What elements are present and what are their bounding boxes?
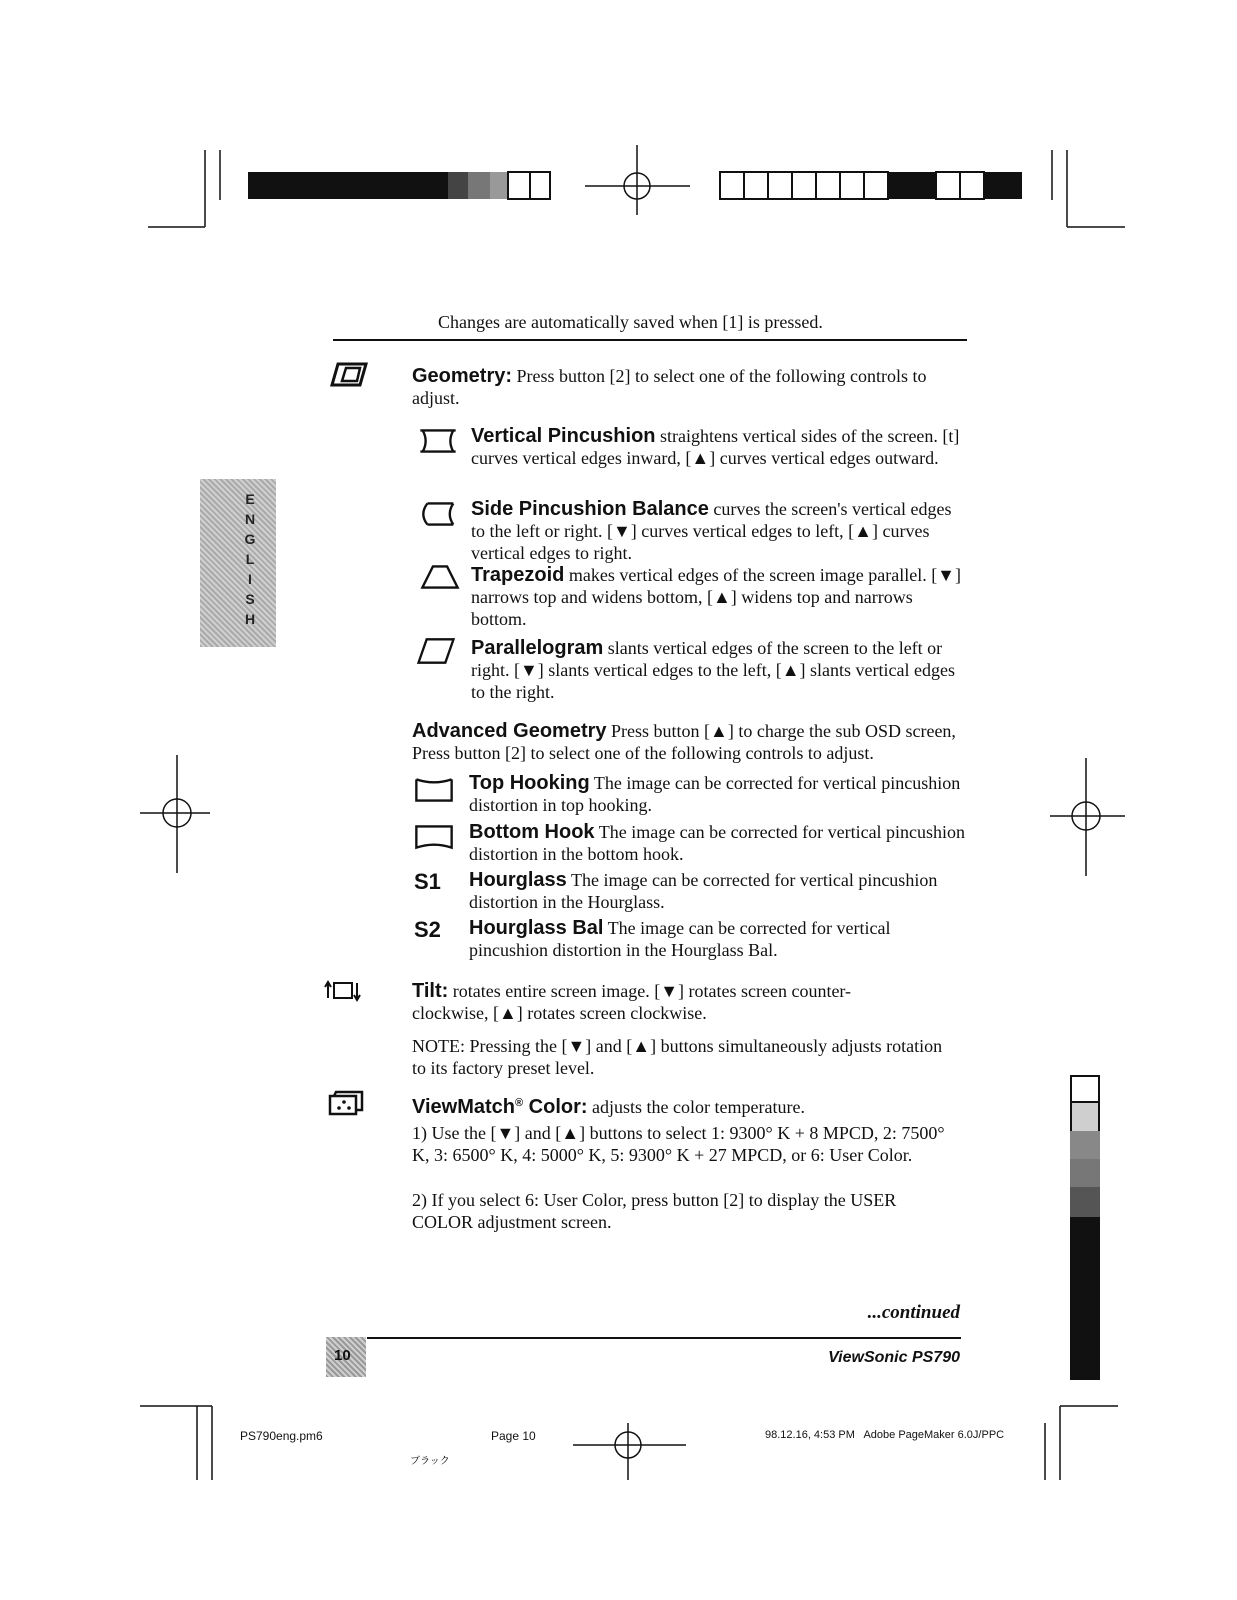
bottom-hook-icon — [414, 823, 454, 851]
viewmatch-description — [412, 1092, 952, 1118]
footer-rule — [367, 1337, 961, 1339]
tilt-text: rotates entire screen image. [▼] rotates screen counter-clockwise, [▲] rotates screen clockwise. — [412, 981, 852, 1023]
page-number-badge — [326, 1337, 366, 1377]
continued-label: ...continued — [867, 1302, 960, 1323]
advanced-item-top-hooking — [469, 772, 967, 816]
slug-filename: PS790eng.pm6 — [240, 1429, 323, 1443]
bottom-printer-marks — [0, 1395, 1237, 1495]
slug-kana: ブラック — [410, 1456, 450, 1467]
language-tab-letter: S — [245, 591, 255, 607]
advanced-item-hourglass-bal — [469, 917, 967, 961]
right-registration-mark — [1050, 758, 1125, 878]
item-term: Trapezoid — [471, 564, 565, 586]
item-term: Side Pincushion Balance — [471, 498, 709, 520]
advanced-geometry-text: Press button [▲] to charge the sub OSD screen, Press button [2] to select one of the following controls to adjust. — [412, 721, 956, 763]
geometry-text: Press button [2] to select one of the following controls to adjust. — [412, 366, 927, 408]
geometry-icon — [330, 362, 368, 388]
parallelogram-icon — [416, 637, 456, 665]
item-text: curves the screen's vertical edges to the left or right. [▼] curves vertical edges to left, [▲] curves vertical edges to right. — [471, 499, 952, 563]
language-tab-letter: E — [245, 491, 255, 507]
auto-save-note: Changes are automatically saved when [1] is pressed. — [438, 312, 823, 332]
item-text: makes vertical edges of the screen image parallel. [▼] narrows top and widens bottom, [▲] widens top and narrows bottom. — [471, 565, 961, 629]
advanced-item-hourglass — [469, 869, 967, 913]
language-tab-letter: H — [244, 611, 256, 627]
language-tab-letter: N — [244, 511, 256, 527]
slug-timestamp: 98.12.16, 4:53 PM Adobe PageMaker 6.0J/PPC — [765, 1429, 1005, 1441]
header-rule — [333, 339, 967, 341]
item-text: The image can be corrected for vertical pincushion distortion in the Hourglass Bal. — [469, 918, 891, 960]
language-tab — [200, 479, 276, 647]
vertical-pincushion-icon — [418, 427, 458, 455]
viewmatch-color-icon — [328, 1090, 364, 1116]
viewmatch-step-2: 2) If you select 6: User Color, press button [2] to display the USER COLOR adjustment screen. — [412, 1190, 897, 1232]
item-term: Hourglass — [469, 869, 567, 891]
geometry-item-vertical-pincushion — [471, 425, 967, 469]
trapezoid-icon — [420, 563, 460, 591]
item-text: straightens vertical sides of the screen. [t] curves vertical edges inward, [▲] curves vertical edges outward. — [471, 426, 960, 468]
item-text: slants vertical edges of the screen to the left or right. [▼] slants vertical edges to the left, [▲] slants vertical edges to the right. — [471, 638, 955, 702]
item-text: The image can be corrected for vertical pincushion distortion in the bottom hook. — [469, 822, 966, 864]
tilt-title: Tilt: — [412, 980, 449, 1002]
geometry-item-side-pincushion-balance — [471, 498, 967, 564]
language-tab-letter: G — [244, 531, 256, 547]
viewmatch-step-1: 1) Use the [▼] and [▲] buttons to select 1: 9300° K + 8 MPCD, 2: 7500° K, 3: 6500° K, 4: 5000° K, 5: 9300° K + 27 MPCD, or 6: User Color. — [412, 1123, 945, 1165]
geometry-intro — [412, 365, 967, 409]
advanced-geometry-title: Advanced Geometry — [412, 720, 607, 742]
advanced-item-bottom-hook — [469, 821, 967, 865]
language-tab-letter: L — [245, 551, 255, 567]
language-tab-letter: I — [248, 571, 252, 587]
top-printer-marks — [0, 140, 1237, 240]
top-hooking-icon — [414, 776, 454, 804]
geometry-item-parallelogram — [471, 637, 967, 703]
brand-footer: ViewSonic PS790 — [828, 1349, 960, 1366]
item-term: Vertical Pincushion — [471, 425, 656, 447]
language-tab-letters — [238, 489, 262, 629]
viewmatch-title-suffix: Color: — [523, 1096, 588, 1118]
viewmatch-title: ViewMatch — [412, 1096, 515, 1118]
hourglass-bal-marker: S2 — [414, 917, 441, 942]
viewmatch-text: adjusts the color temperature. — [587, 1097, 805, 1117]
geometry-item-trapezoid — [471, 564, 967, 630]
color-calibration-bar — [1070, 1075, 1100, 1380]
hourglass-marker: S1 — [414, 869, 441, 894]
page-number: 10 — [334, 1347, 351, 1364]
item-term: Top Hooking — [469, 772, 590, 794]
tilt-note: NOTE: Pressing the [▼] and [▲] buttons simultaneously adjusts rotation to its factory preset level. — [412, 1036, 943, 1078]
left-registration-mark — [140, 755, 210, 875]
item-term: Bottom Hook — [469, 821, 595, 843]
advanced-geometry-intro — [412, 720, 972, 764]
slug-page: Page 10 — [491, 1429, 536, 1443]
item-text: The image can be corrected for vertical pincushion distortion in the Hourglass. — [469, 870, 938, 912]
item-text: The image can be corrected for vertical pincushion distortion in top hooking. — [469, 773, 961, 815]
side-pincushion-balance-icon — [418, 500, 458, 528]
tilt-description — [412, 980, 912, 1024]
item-term: Hourglass Bal — [469, 917, 604, 939]
viewmatch-reg-mark: ® — [515, 1097, 524, 1109]
tilt-icon — [324, 980, 364, 1002]
item-term: Parallelogram — [471, 637, 604, 659]
geometry-title: Geometry: — [412, 365, 513, 387]
